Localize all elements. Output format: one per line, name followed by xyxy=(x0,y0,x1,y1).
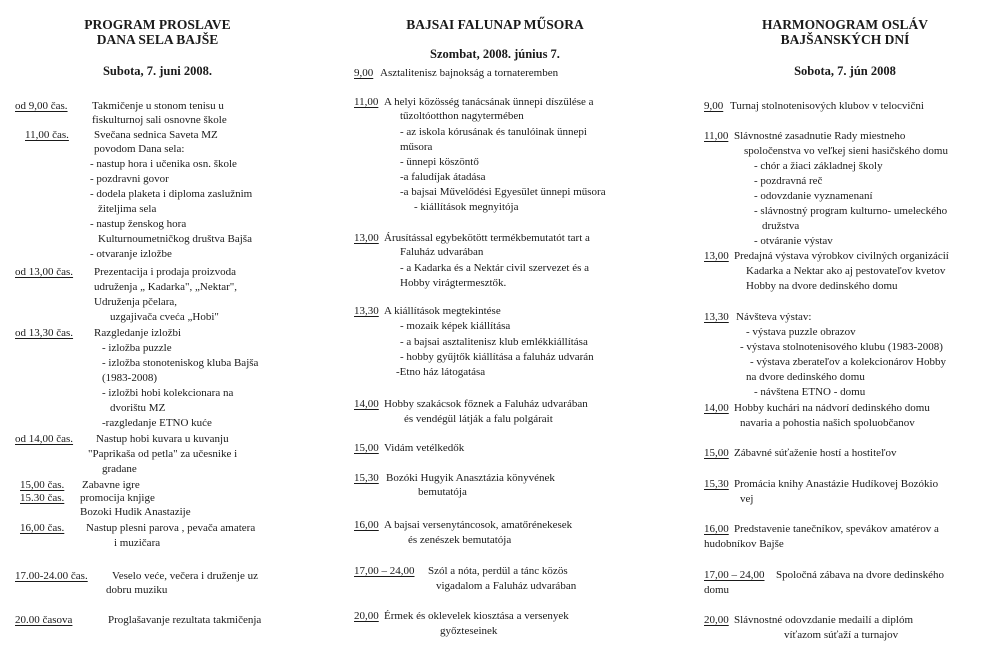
event-line: dobru muziku xyxy=(106,584,168,596)
event-time: 13,30 xyxy=(354,305,379,317)
event-line: Hobby szakácsok főznek a Faluház udvarában xyxy=(384,398,588,410)
event-line: domu xyxy=(704,584,730,596)
event-line: družstva xyxy=(762,220,800,232)
event-line: - a Kadarka és a Nektár civil szervezet és a xyxy=(400,262,590,274)
event-line: -Etno ház látogatása xyxy=(396,366,486,378)
event-line: Zabavne igre xyxy=(82,479,140,491)
event-line: uzgajivača cveća „Hobi" xyxy=(110,311,219,323)
event-line: - dodela plaketa i diploma zaslužnim xyxy=(90,188,253,200)
event-line: - výstava stolnotenisového klubu (1983-2008) xyxy=(740,341,943,353)
event-line: (1983-2008) xyxy=(102,372,157,384)
event-line: víťazom súťaží a turnajov xyxy=(784,629,899,641)
event-line: Spoločná zábava na dvore dedinského xyxy=(776,569,944,581)
event-time: 17,00 – 24,00 xyxy=(704,569,765,581)
event-line: Szól a nóta, perdül a tánc közös xyxy=(428,565,568,577)
event-line: bemutatója xyxy=(418,486,467,498)
event-line: műsora xyxy=(400,141,433,153)
event-line: povodom Dana sela: xyxy=(94,143,185,155)
event-time: 11,00 xyxy=(704,130,729,142)
event-line: Nastup plesni parova , pevača amatera xyxy=(86,522,256,534)
event-line: hudobníkov Bajše xyxy=(704,538,784,550)
event-line: na dvore dedinského domu xyxy=(746,371,865,383)
event-line: és zenészek bemutatója xyxy=(408,534,512,546)
event-line: tűzoltóotthon nagytermében xyxy=(400,110,524,122)
event-line: A helyi közösség tanácsának ünnepi díszülése a xyxy=(384,96,594,108)
event-line: Udruženja pčelara, xyxy=(94,296,178,308)
event-line: - výstava puzzle obrazov xyxy=(746,326,856,338)
event-line: Bozoki Hudik Anastazije xyxy=(80,506,191,518)
event-line: - pozdravni govor xyxy=(90,173,169,185)
event-line: navaria a pohostia našich spoluobčanov xyxy=(740,417,915,429)
event-line: vej xyxy=(740,493,754,505)
event-line: Vidám vetélkedők xyxy=(384,442,465,454)
event-line: Turnaj stolnotenisových klubov v telocvični xyxy=(730,100,924,112)
serbian-date: Subota, 7. juni 2008. xyxy=(102,64,213,78)
event-line: Bozóki Hugyik Anasztázia könyvének xyxy=(386,472,555,484)
slovak-column xyxy=(700,0,985,654)
event-line: - izložba puzzle xyxy=(102,342,172,354)
event-time: 16,00 xyxy=(704,523,729,535)
serbian-title-line-2: DANA SELA BAJŠE xyxy=(96,32,219,47)
event-line: Slávnostné odovzdanie medailí a diplóm xyxy=(734,614,914,626)
event-line: - a bajsai asztalitenisz klub emlékkiállítása xyxy=(400,336,588,348)
event-line: Hobby virágtermesztők. xyxy=(400,277,507,289)
slovak-date: Sobota, 7. jún 2008 xyxy=(794,64,896,78)
event-time: 20.00 časova xyxy=(15,614,73,626)
event-line: - hobby gyűjtők kiállítása a faluház udvarán xyxy=(400,351,594,363)
event-time: 15.30 čas. xyxy=(20,492,65,504)
event-line: Hobby na dvore dedinského domu xyxy=(746,280,898,292)
event-line: Zábavné súťaženie hostí a hostiteľov xyxy=(734,447,897,459)
event-line: - ünnepi köszöntő xyxy=(400,156,479,168)
event-time: 15,00 čas. xyxy=(20,479,65,491)
event-line: "Paprikaša od petla" za učesnike i xyxy=(88,448,238,460)
event-line: Kadarka a Nektar ako aj pestovateľov kvetov xyxy=(746,265,946,277)
event-line: Kulturnoumetničkog društva Bajša xyxy=(98,233,252,245)
event-line: Proglašavanje rezultata takmičenja xyxy=(108,614,262,626)
event-time: 20,00 xyxy=(704,614,729,626)
event-line: Predstavenie tanečníkov, spevákov amatérov a xyxy=(734,523,939,535)
serbian-title xyxy=(50,17,265,47)
event-time: od 13,30 čas. xyxy=(15,327,74,339)
event-line: vigadalom a Faluház udvarában xyxy=(436,580,577,592)
event-line: - odovzdanie vyznamenaní xyxy=(754,190,873,202)
event-line: - pozdravná reč xyxy=(754,175,823,187)
event-line: Prezentacija i prodaja proizvoda xyxy=(94,266,237,278)
event-time: od 14,00 čas. xyxy=(15,433,74,445)
event-time: 15,00 xyxy=(704,447,729,459)
event-time: 15,30 xyxy=(354,472,379,484)
event-line: - izložba stonoteniskog kluba Bajša xyxy=(102,357,259,369)
slovak-title xyxy=(730,17,960,47)
event-line: - návštena ETNO - domu xyxy=(754,386,866,398)
event-line: -razgledanje ETNO kuće xyxy=(102,417,212,429)
event-line: - nastup ženskog hora xyxy=(90,218,187,230)
event-line: Takmičenje u stonom tenisu u xyxy=(92,100,224,112)
event-line: - slávnostný program kulturno- umeleckého xyxy=(754,205,948,217)
event-time: 14,00 xyxy=(354,398,379,410)
event-line: Asztalitenisz bajnokság a tornateremben xyxy=(380,67,559,79)
hungarian-column xyxy=(350,0,640,654)
event-time: 13,00 xyxy=(354,232,379,244)
event-line: Veselo veće, večera i druženje uz xyxy=(112,570,258,582)
event-time: 15,30 xyxy=(704,478,729,490)
event-line: - chór a žiaci základnej školy xyxy=(754,160,883,172)
serbian-column xyxy=(10,0,310,654)
event-time: 13,30 xyxy=(704,311,729,323)
event-line: - izložbi hobi kolekcionara na xyxy=(102,387,234,399)
event-line: udruženja „ Kadarka", „Nektar", xyxy=(94,281,238,293)
event-line: A kiállítások megtekintése xyxy=(384,305,501,317)
event-line: - otvaranje izložbe xyxy=(90,248,172,260)
event-line: győzteseinek xyxy=(440,625,498,637)
event-time: 17,00 – 24,00 xyxy=(354,565,415,577)
event-line: Faluház udvarában xyxy=(400,246,484,258)
event-line: fiskulturnoj sali osnovne škole xyxy=(92,114,227,126)
event-time: 15,00 xyxy=(354,442,379,454)
event-line: i muzičara xyxy=(114,537,161,549)
event-time: 16,00 čas. xyxy=(20,522,65,534)
event-line: Slávnostné zasadnutie Rady miestneho xyxy=(734,130,906,142)
hungarian-date: Szombat, 2008. június 7. xyxy=(430,47,560,61)
event-line: Svečana sednica Saveta MZ xyxy=(94,129,218,141)
slovak-title-line-1: HARMONOGRAM OSLÁV xyxy=(761,17,929,32)
event-line: gradane xyxy=(102,463,137,475)
event-line: Nastup hobi kuvara u kuvanju xyxy=(96,433,229,445)
event-line: - nastup hora i učenika osn. škole xyxy=(90,158,237,170)
event-line: A bajsai versenytáncosok, amatőrénekesek xyxy=(384,519,573,531)
event-line: promocija knjige xyxy=(80,492,155,504)
event-time: 9,00 xyxy=(704,100,724,112)
event-line: Predajná výstava výrobkov civilných organizácií xyxy=(734,250,949,262)
event-line: Razgledanje izložbi xyxy=(94,327,182,339)
event-line: žiteljima sela xyxy=(98,203,157,215)
event-line: Érmek és oklevelek kiosztása a versenyek xyxy=(384,610,569,622)
event-line: - otváranie výstav xyxy=(754,235,833,247)
event-line: - az iskola kórusának és tanulóinak ünnepi xyxy=(400,126,587,138)
event-line: - výstava zberateľov a kolekcionárov Hobby xyxy=(750,356,946,368)
serbian-title-line-1: PROGRAM PROSLAVE xyxy=(84,17,231,32)
event-line: spoločenstva vo veľkej sieni hasičského domu xyxy=(744,145,948,157)
event-time: 20,00 xyxy=(354,610,379,622)
hungarian-title: BAJSAI FALUNAP MŰSORA xyxy=(406,17,584,32)
event-time: 13,00 xyxy=(704,250,729,262)
event-line: és vendégül látják a falu polgárait xyxy=(404,413,553,425)
event-time: 11,00 čas. xyxy=(25,129,69,141)
event-line: dvorištu MZ xyxy=(110,402,166,414)
event-time: 14,00 xyxy=(704,402,729,414)
event-time: 17.00-24.00 čas. xyxy=(15,570,88,582)
event-time: 11,00 xyxy=(354,96,379,108)
event-line: Návšteva výstav: xyxy=(736,311,812,323)
event-time: od 13,00 čas. xyxy=(15,266,74,278)
event-line: Promácia knihy Anastázie Hudíkovej Bozókio xyxy=(734,478,939,490)
event-line: -a bajsai Művelődési Egyesület ünnepi műsora xyxy=(400,186,606,198)
event-line: - kiállítások megnyitója xyxy=(414,201,519,213)
slovak-title-line-2: BAJŠANSKÝCH DNÍ xyxy=(780,32,910,47)
event-line: -a faludíjak átadása xyxy=(400,171,486,183)
event-line: Hobby kuchári na nádvorí dedinského domu xyxy=(734,402,930,414)
event-time: 16,00 xyxy=(354,519,379,531)
event-line: Árusítással egybekötött termékbemutatót tart a xyxy=(384,232,590,244)
event-time: 9,00 xyxy=(354,67,374,79)
event-line: - mozaik képek kiállítása xyxy=(400,320,511,332)
event-time: od 9,00 čas. xyxy=(15,100,68,112)
